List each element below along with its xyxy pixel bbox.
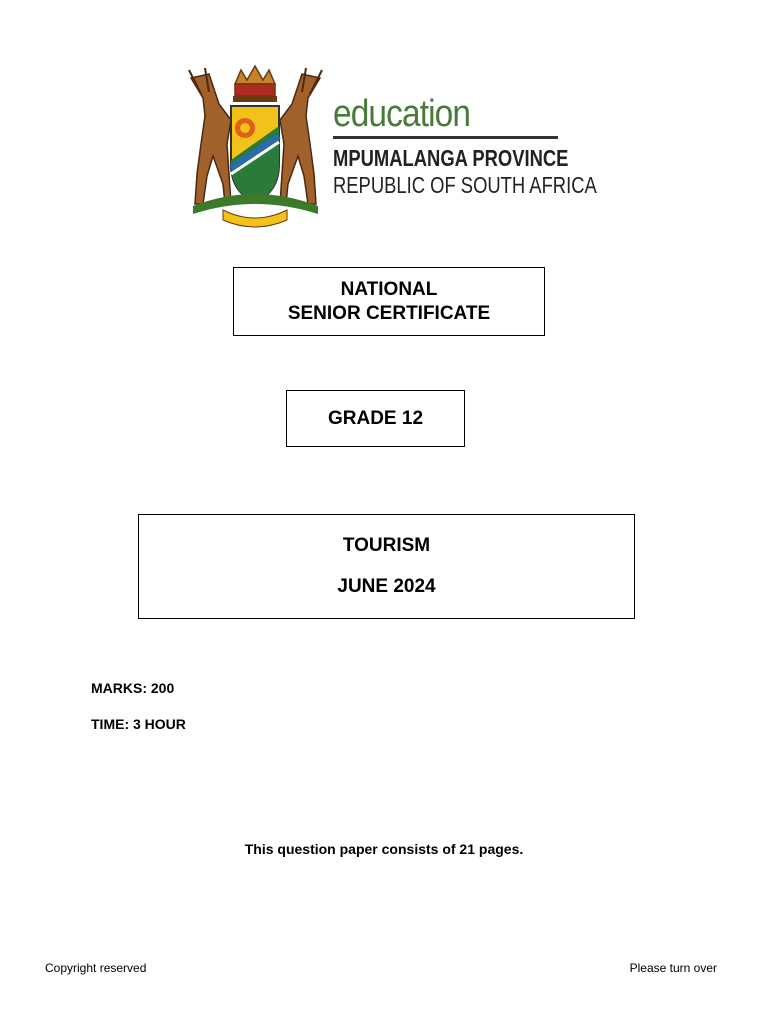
grade-label: GRADE 12: [327, 407, 424, 429]
logo-divider: [333, 136, 558, 139]
coat-of-arms-icon: [183, 64, 328, 230]
certificate-title-line1: NATIONAL: [340, 278, 438, 300]
brand-word: education: [333, 93, 471, 135]
province-name: MPUMALANGA PROVINCE: [333, 145, 569, 171]
country-name: REPUBLIC OF SOUTH AFRICA: [333, 172, 597, 198]
time-label: TIME: 3 HOUR: [91, 716, 186, 732]
marks-label: MARKS: 200: [91, 680, 175, 696]
grade-box: [286, 390, 465, 447]
certificate-title-line2: SENIOR CERTIFICATE: [287, 302, 491, 324]
page-count-note: This question paper consists of 21 pages.: [244, 841, 524, 857]
footer-copyright: Copyright reserved: [45, 961, 147, 975]
footer-turn-over: Please turn over: [629, 961, 717, 975]
exam-session: JUNE 2024: [337, 576, 436, 597]
education-logo: [183, 64, 597, 230]
certificate-title-box: [233, 267, 545, 336]
subject-box: [138, 514, 635, 619]
subject-name: TOURISM: [342, 535, 431, 556]
education-wordmark: [333, 93, 597, 199]
